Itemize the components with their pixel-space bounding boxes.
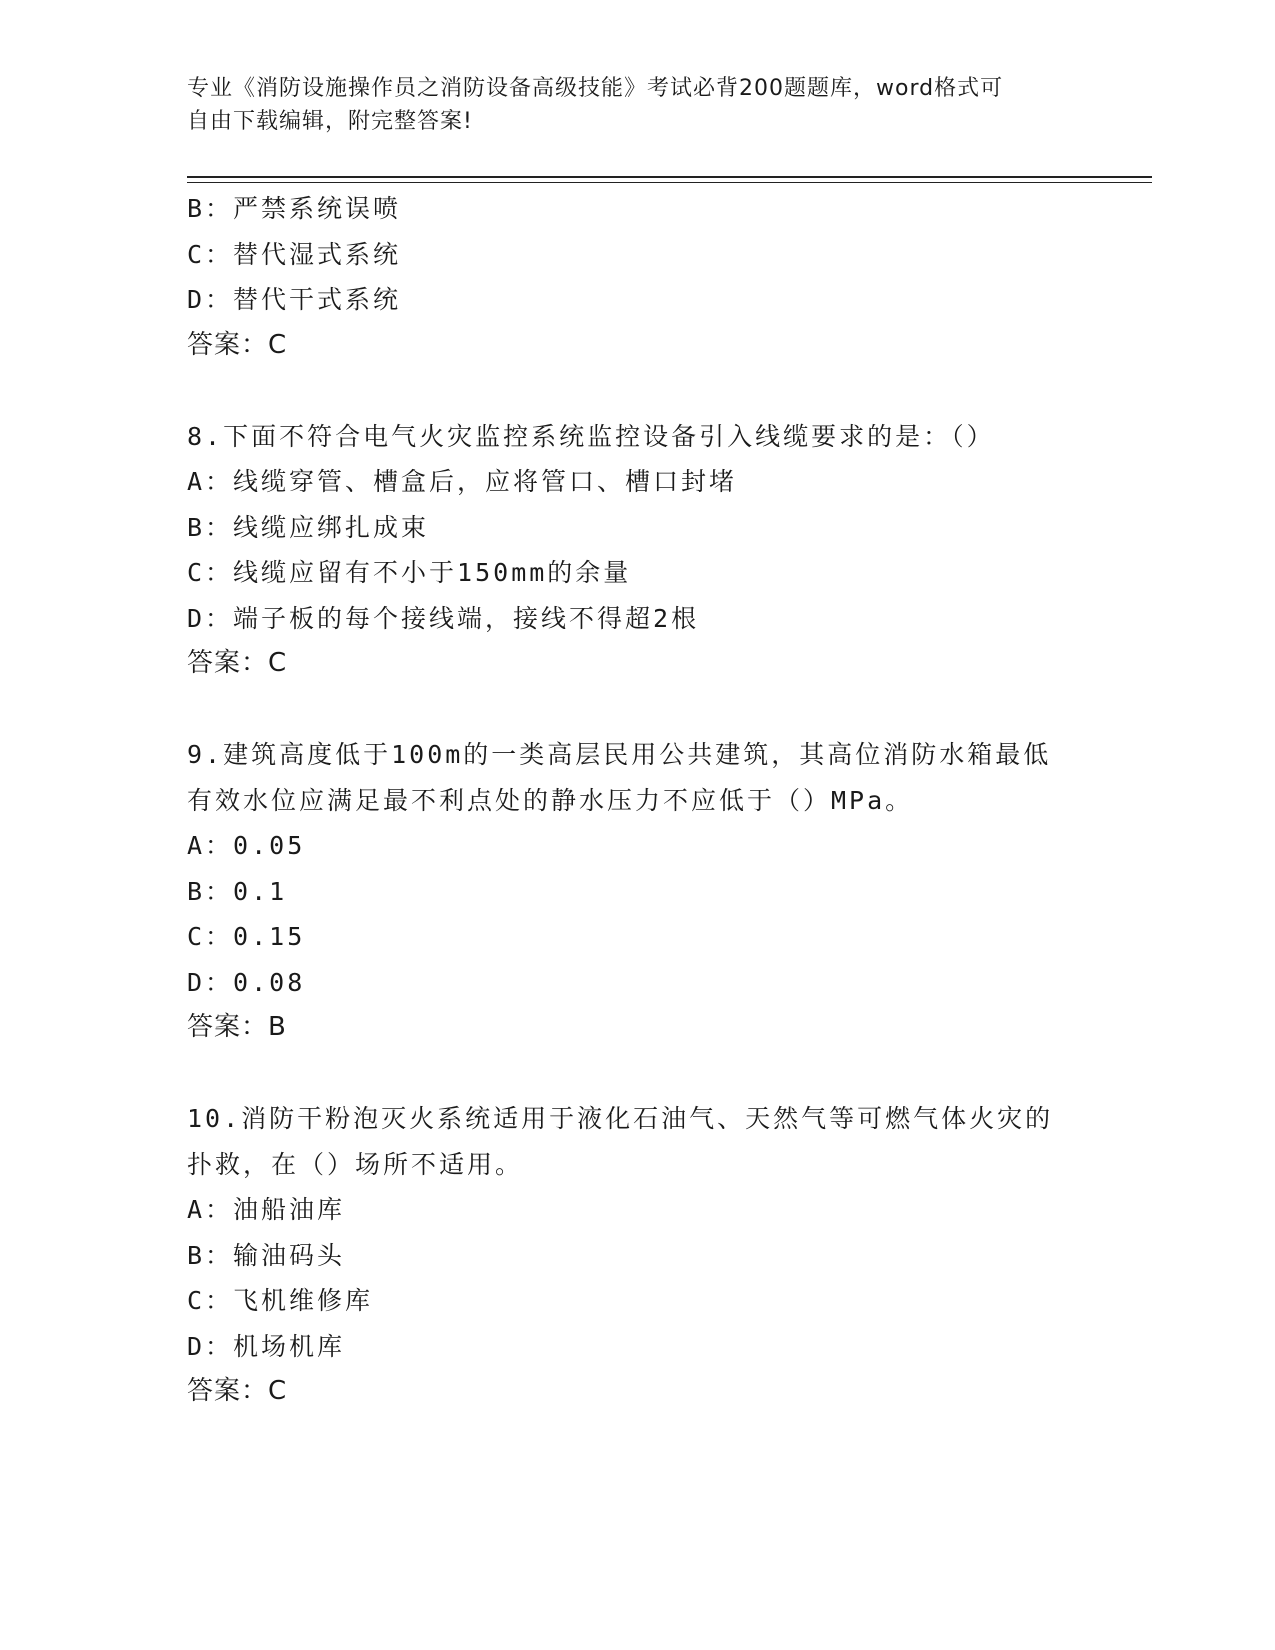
option-a: A：线缆穿管、槽盒后，应将管口、槽口封堵 (187, 467, 738, 496)
spacer (187, 368, 1087, 414)
option-b: B：0.1 (187, 876, 288, 906)
option-a: A：0.05 (187, 831, 306, 860)
header-line-1: 专业《消防设施操作员之消防设备高级技能》考试必背200题题库，word格式可 (187, 76, 1004, 101)
spacer (187, 1051, 1087, 1097)
answer-line: 答案：C (187, 1376, 288, 1406)
answer-line: 答案：C (187, 648, 288, 678)
option-d: D：端子板的每个接线端，接线不得超2根 (187, 603, 700, 633)
spacer (187, 687, 1087, 733)
question-stem-line-2: 有效水位应满足最不利点处的静水压力不应低于（）MPa。 (187, 785, 914, 815)
document-body (187, 186, 1087, 1415)
question-10 (187, 1096, 1087, 1415)
option-d: D：替代干式系统 (187, 285, 402, 314)
header-divider-thin (187, 182, 1152, 183)
header-divider-thick (187, 176, 1152, 178)
question-9 (187, 732, 1087, 1051)
answer-line: 答案：B (187, 1012, 287, 1042)
option-b: B：线缆应绑扎成束 (187, 512, 430, 542)
question-stem-line-1: 10.消防干粉泡灭火系统适用于液化石油气、天然气等可燃气体火灾的 (187, 1104, 1054, 1133)
question-7-continued (187, 186, 1087, 368)
answer-line: 答案：C (187, 329, 288, 360)
option-c: C：替代湿式系统 (187, 239, 402, 269)
question-stem-line-2: 扑救，在（）场所不适用。 (187, 1149, 524, 1179)
option-d: D：0.08 (187, 967, 306, 997)
option-c: C：线缆应留有不小于150mm的余量 (187, 558, 632, 587)
option-c: C：0.15 (187, 922, 306, 951)
option-a: A：油船油库 (187, 1195, 346, 1224)
question-8 (187, 414, 1087, 687)
option-b: B：严禁系统误喷 (187, 194, 402, 223)
option-c: C：飞机维修库 (187, 1286, 374, 1315)
header-line-2: 自由下载编辑，附完整答案! (187, 109, 473, 134)
document-header (187, 72, 1067, 138)
option-d: D：机场机库 (187, 1331, 346, 1361)
option-b: B：输油码头 (187, 1240, 346, 1270)
question-stem-line-1: 9.建筑高度低于100m的一类高层民用公共建筑，其高位消防水箱最低 (187, 740, 1052, 769)
question-stem: 8.下面不符合电气火灾监控系统监控设备引入线缆要求的是：（） (187, 421, 995, 451)
